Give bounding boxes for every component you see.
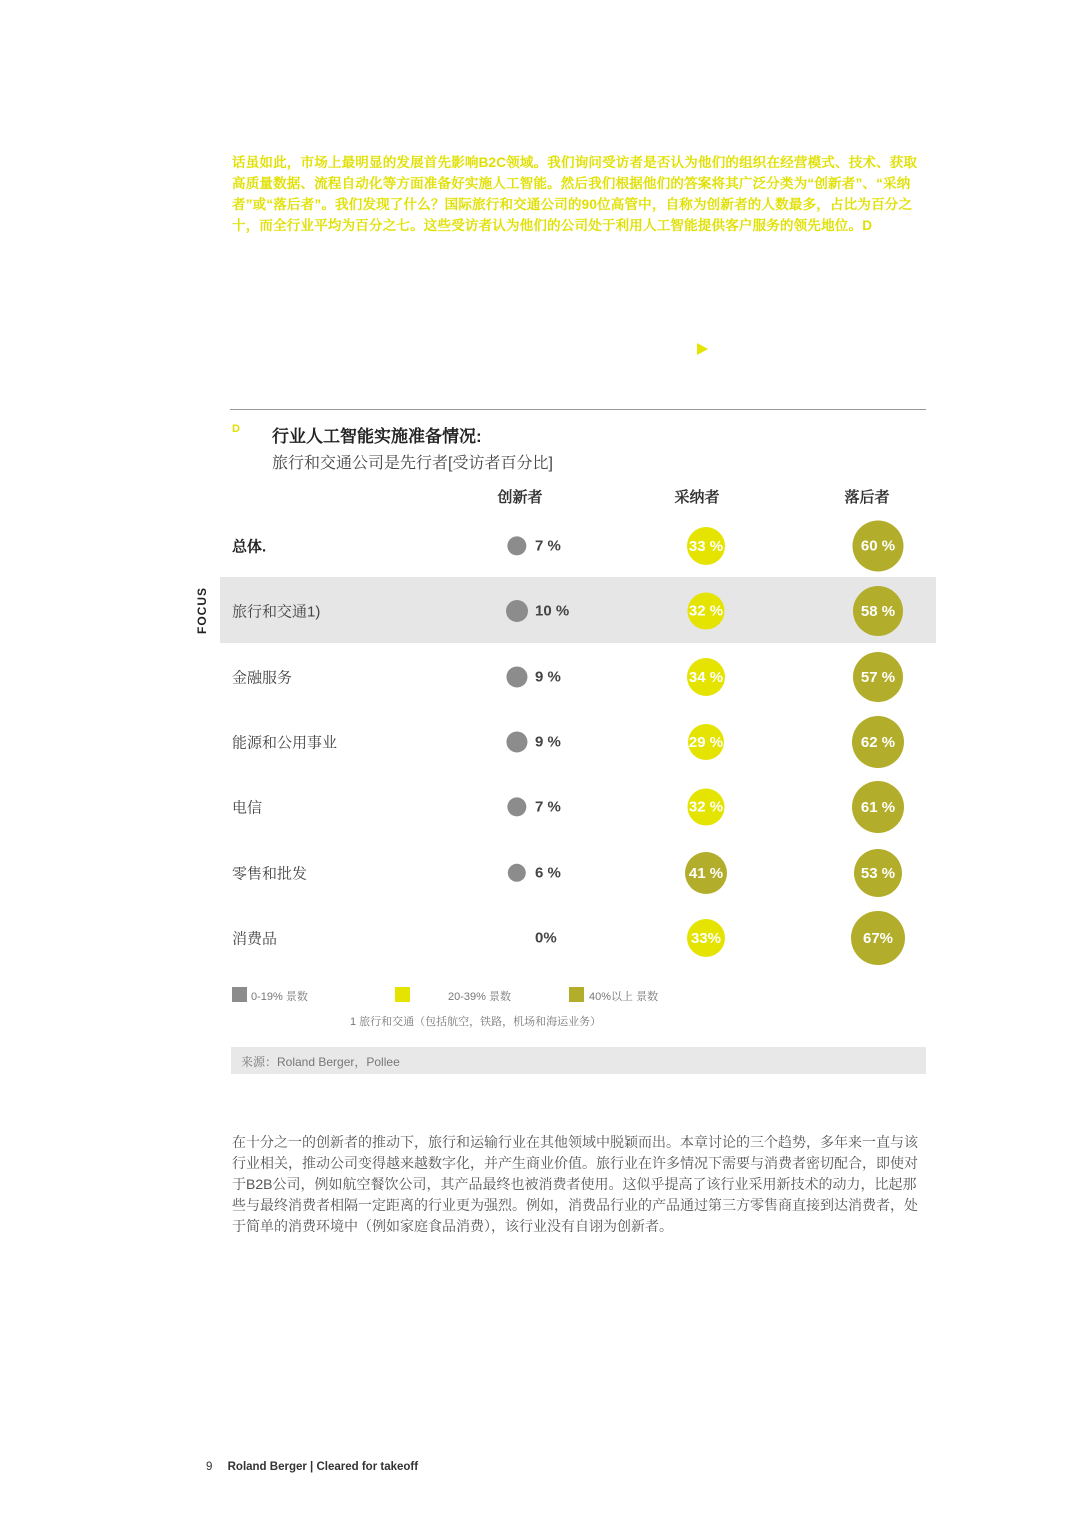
adopter-bubble: 29 %: [688, 724, 724, 760]
row-label: 零售和批发: [232, 865, 308, 883]
source-bar: [231, 1047, 926, 1074]
innovator-value: 7 %: [535, 537, 561, 555]
column-header-innovator: 创新者: [497, 489, 543, 506]
row-label: 能源和公用事业: [232, 734, 338, 752]
chart-footnote: 1 旅行和交通（包括航空，铁路，机场和海运业务）: [350, 1016, 602, 1028]
chart-title: 行业人工智能实施准备情况:: [272, 427, 482, 446]
play-arrow-icon: [697, 343, 708, 355]
legend-swatch-gray: [232, 987, 247, 1002]
innovator-dot: [506, 600, 528, 622]
adopter-bubble: 32 %: [688, 789, 725, 826]
legend-label-gray: 0-19% 景数: [251, 991, 308, 1003]
page-footer: [206, 1461, 418, 1473]
innovator-value: 9 %: [535, 733, 561, 751]
chart-marker: D: [232, 423, 240, 435]
legend-swatch-olive: [569, 987, 584, 1002]
laggard-bubble: 57 %: [853, 652, 903, 702]
adopter-bubble: 34 %: [687, 658, 725, 696]
laggard-bubble: 53 %: [854, 849, 902, 897]
chart-top-rule: [230, 409, 926, 410]
adopter-bubble: 41 %: [685, 852, 727, 894]
innovator-dot: [507, 797, 526, 816]
body-paragraph: 在十分之一的创新者的推动下，旅行和运输行业在其他领域中脱颖而出。本章讨论的三个趋势，多年来一直与该行业相关，推动公司变得越来越数字化，并产生商业价值。旅行业在许多情况下需要与消费者密切配合，即使对于B2B公司，例如航空餐饮公司，其产品最终也被消费者使用。这似乎提高了该行业采用新技术的动力，比起那些与最终消费者相隔一定距离的行业更为强烈。例如，消费品行业的产品通过第三方零售商直接到达消费者，处于简单的消费环境中（例如家庭食品消费），该行业没有自诩为创新者。: [232, 1134, 918, 1234]
row-label: 电信: [232, 799, 263, 817]
laggard-bubble: 62 %: [852, 716, 904, 768]
innovator-dot: [508, 864, 526, 882]
laggard-bubble: 61 %: [852, 781, 904, 833]
page-number: 9: [206, 1461, 213, 1473]
innovator-value: 9 %: [535, 668, 561, 686]
footer-brand: Roland Berger | Cleared for takeoff: [227, 1461, 419, 1473]
innovator-value: 7 %: [535, 798, 561, 816]
innovator-dot: [506, 666, 527, 687]
row-label: 旅行和交通1): [232, 603, 321, 621]
column-header-adopter: 采纳者: [674, 489, 720, 506]
innovator-value: 10 %: [535, 602, 570, 620]
innovator-dot: [506, 731, 527, 752]
innovator-dot: [507, 536, 526, 555]
source-text: 来源：Roland Berger，Pollee: [241, 1055, 400, 1069]
row-label: 总体.: [232, 538, 267, 556]
adopter-bubble: 33%: [687, 919, 725, 957]
adopter-bubble: 33 %: [687, 527, 725, 565]
legend-label-olive: 40%以上 景数: [589, 991, 659, 1003]
focus-side-label: FOCUS: [195, 587, 209, 634]
innovator-value: 6 %: [535, 864, 561, 882]
row-label: 金融服务: [232, 669, 293, 687]
laggard-bubble: 67%: [851, 911, 905, 965]
laggard-bubble: 58 %: [853, 586, 903, 636]
intro-paragraph: 话虽如此，市场上最明显的发展首先影响B2C领域。我们询问受访者是否认为他们的组织在经营模式、技术、获取高质量数据、流程自动化等方面准备好实施人工智能。然后我们根据他们的答案将其广泛分类为“创新者”、“采纳者”或“落后者”。我们发现了什么？国际旅行和交通公司的90位高管中，自称为创新者的人数最多，占比为百分之十，而全行业平均为百分之七。这些受访者认为他们的公司处于利用人工智能提供客户服务的领先地位。D: [232, 155, 918, 233]
adopter-bubble: 32 %: [688, 593, 725, 630]
chart-subtitle: 旅行和交通公司是先行者[受访者百分比]: [272, 455, 553, 472]
highlight-row-band: [220, 577, 936, 643]
innovator-value: 0%: [535, 929, 557, 947]
legend-swatch-yellow: [395, 987, 410, 1002]
row-label: 消费品: [232, 930, 278, 948]
laggard-bubble: 60 %: [853, 521, 904, 572]
legend-label-yellow: 20-39% 景数: [448, 991, 511, 1003]
column-header-laggard: 落后者: [844, 489, 890, 506]
